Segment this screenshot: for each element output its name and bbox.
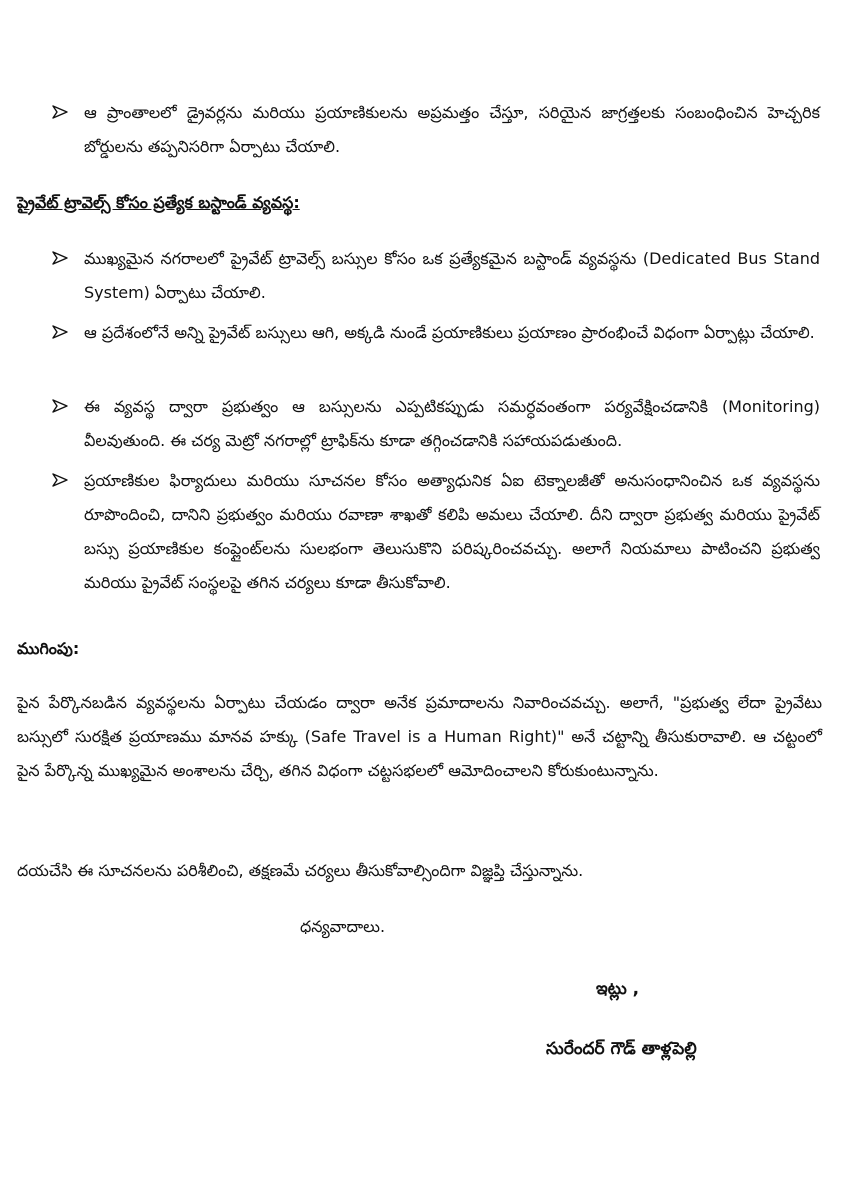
arrow-bullet-icon bbox=[50, 316, 84, 350]
list-item bbox=[50, 96, 820, 164]
signatory-name: సురేందర్ గౌడ్ తాళ్లపెల్లి bbox=[546, 1039, 697, 1059]
arrow-bullet-icon bbox=[50, 390, 84, 424]
list-item bbox=[50, 390, 820, 458]
list-item bbox=[50, 464, 820, 600]
bullet-text: ఆ ప్రాంతాలలో డ్రైవర్లను మరియు ప్రయాణికులను అప్రమత్తం చేస్తూ, సరియైన జాగ్రత్తలకు సంబంధించిన హెచ్చరిక బోర్డులను తప్పనిసరిగా ఏర్పాటు చేయాలి. bbox=[84, 103, 820, 156]
list-item bbox=[50, 242, 820, 310]
arrow-bullet-icon bbox=[50, 242, 84, 276]
conclusion-paragraph: పైన పేర్కొనబడిన వ్యవస్థలను ఏర్పాటు చేయడం ద్వారా అనేక ప్రమాదాలను నివారించవచ్చు. అలాగే, "ప్రభుత్వ లేదా ప్రైవేటు బస్సులో సురక్షిత ప్రయాణము మానవ హక్కు (Safe Travel is a Human Right)" అనే చట్టాన్ని తీసుకురావాలి. ఆ చట్టంలో పైన పేర్కొన్న ముఖ్యమైన అంశాలను చేర్చి, తగిన విధంగా చట్టసభలలో ఆమోదించాలని కోరుకుంటున్నాను. bbox=[17, 693, 822, 780]
bullet-text: ఈ వ్యవస్థ ద్వారా ప్రభుత్వం ఆ బస్సులను ఎప్పటికప్పుడు సమర్ధవంతంగా పర్యవేక్షించడానికి (Monitoring) వీలవుతుంది. ఈ చర్య మెట్రో నగరాల్లో ట్రాఫిక్‌ను కూడా తగ్గించడానికి సహాయపడుతుంది. bbox=[84, 397, 820, 450]
arrow-bullet-icon bbox=[50, 96, 84, 130]
bullet-text: ఆ ప్రదేశంలోనే అన్ని ప్రైవేట్ బస్సులు ఆగి, అక్కడి నుండే ప్రయాణికులు ప్రయాణం ప్రారంభించే విధంగా ఏర్పాట్లు చేయాలి. bbox=[84, 323, 815, 342]
request-paragraph: దయచేసి ఈ సూచనలను పరిశీలించి, తక్షణమే చర్యలు తీసుకోవాల్సిందిగా విజ్ఞప్తి చేస్తున్నాను. bbox=[17, 861, 584, 880]
arrow-bullet-icon bbox=[50, 464, 84, 498]
conclusion-heading: ముగింపు: bbox=[17, 639, 80, 658]
signoff-text: ఇట్లు , bbox=[596, 979, 640, 999]
list-item bbox=[50, 316, 820, 350]
bullet-text: ప్రయాణికుల ఫిర్యాదులు మరియు సూచనల కోసం అత్యాధునిక ఏఐ టెక్నాలజీతో అనుసంధానించిన ఒక వ్యవస్థను రూపొందించి, దానిని ప్రభుత్వం మరియు రవాణా శాఖతో కలిపి అమలు చేయాలి. దీని ద్వారా ప్రభుత్వ మరియు ప్రైవేట్ బస్సు ప్రయాణికుల కంప్లైంట్‌లను సులభంగా తెలుసుకొని పరిష్కరించవచ్చు. అలాగే నియమాలు పాటించని ప్రభుత్వ మరియు ప్రైవేట్ సంస్థలపై తగిన చర్యలు కూడా తీసుకోవాలి. bbox=[84, 471, 820, 592]
thanks-text: ధన్యవాదాలు. bbox=[300, 917, 386, 936]
bullet-text: ముఖ్యమైన నగరాలలో ప్రైవేట్ ట్రావెల్స్ బస్సుల కోసం ఒక ప్రత్యేకమైన బస్టాండ్ వ్యవస్థను (Dedicated Bus Stand System) ఏర్పాటు చేయాలి. bbox=[84, 249, 820, 302]
section-heading: ప్రైవేట్ ట్రావెల్స్ కోసం ప్రత్యేక బస్టాండ్ వ్యవస్థ: bbox=[17, 193, 300, 212]
